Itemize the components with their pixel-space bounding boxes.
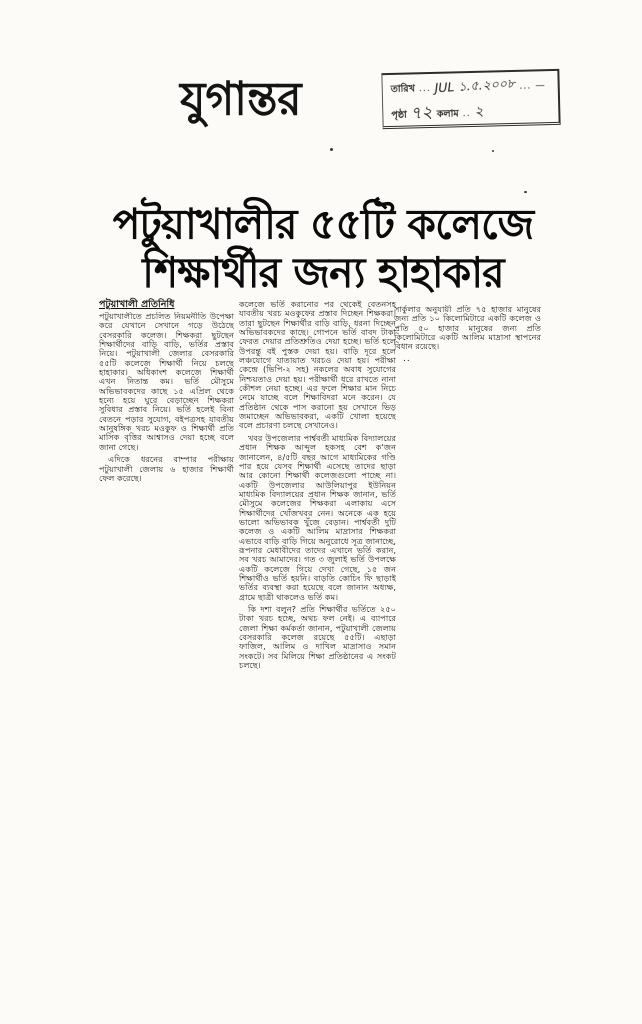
stamp-page-label: পৃষ্ঠা (391, 109, 407, 121)
article-column-3 (394, 305, 541, 377)
headline-line-2: শিক্ষার্থীর জন্য হাহাকার (142, 247, 504, 298)
article-paragraph: সার্কুলার অনুযায়ী প্রতি ৭৫ হাজার মানুষের জন্য প্রতি ১০ কিলোমিটারে একটি কলেজ ও প্রতি ৫০ হাজার মানুষের জন্য প্রতি কিলোমিটারে একটি আলিম মাদ্রাসা স্থাপনের বিধান রয়েছে। (394, 305, 541, 352)
date-stamp-box (381, 69, 560, 129)
article-column-2 (239, 300, 396, 768)
stamp-date-label: তারিখ (390, 83, 415, 95)
scan-speck (524, 191, 527, 193)
article-paragraph: এদিকে ধরনের বাম্পার পরীক্ষায় পটুয়াখালী জেলায় ৬ হাজার শিক্ষার্থী ফেল করেছে। (99, 454, 234, 483)
stamp-page-value: ৭২ (409, 102, 434, 125)
stamp-column-value: ২ (473, 103, 485, 121)
article-paragraph: কি দশা বলুন? প্রতি শিক্ষার্থীর ভর্তিতে ২৫০ টাকা খরচ হচ্ছে, অথচ ফল নেই। এ ব্যাপারে জেলা শিক্ষা কর্মকর্তা জানান, পটুয়াখালী জেলায় বেসরকারি কলেজ রয়েছে ৫৫টি। এছাড়া ফাজিল, আলিম ও দাখিল মাদ্রাসাও সমান সংকটে। সব মিলিয়ে শিক্ষা প্রতিষ্ঠানের এ সংকট চলছে। (239, 604, 396, 671)
article-paragraph: খবর উপজেলার পার্শ্ববর্তী মাধ্যমিক বিদ্যালয়ের প্রধান শিক্ষক আব্দুল হকসহ বেশ ক'জন জানালেন, ৪/৫টি বছর আগে মাধ্যমিকের গণ্ডি পার হয়ে যেসব শিক্ষার্থী এসেছে তাদের ছাড়া আর কোনো শিক্ষার্থী কলেজগুলো পাচ্ছে না। একটি উপজেলার আউলিয়াপুর ইউনিয়ন মাধ্যমিক বিদ্যালয়ের প্রধান শিক্ষক জানান, ভর্তি মৌসুমে কলেজের শিক্ষকরা এলাকায় এসে শিক্ষার্থীদের খোঁজখবর নেন। অনেকে এক হয়ে ভালো অভিভাবক খুঁজে বেড়ান। পার্শ্ববর্তী দুটি কলেজ ও একটি আলিম মাদ্রাসার শিক্ষকরা এভাবে বাড়ি বাড়ি গিয়ে অনুরোধে সূত্র জানাচ্ছে, রূপনার মেধাবীদের তাদের এখানে ভর্তি করান, সব খরচ আমাদের। গত ৩ জুলাই ভর্তি উপলক্ষে একটি কলেজে গিয়ে দেখা গেছে, ১৫ জন শিক্ষার্থীও ভর্তি হয়নি। বাড়তি কোচিং ফি ছাড়াই ভর্তির ব্যবস্থা করা হয়েছে বলে জানান অধ্যক্ষ, গ্রামে ছাত্রী থাকলেও ভর্তি কম। (239, 432, 396, 602)
article-headline (90, 201, 556, 298)
article-byline: পটুয়াখালী প্রতিনিধি (99, 299, 175, 310)
stamp-page-row (391, 96, 554, 128)
stamp-date-trail: ... — (519, 80, 547, 92)
headline-line-1: পটুয়াখালীর ৫৫টি কলেজে (112, 199, 534, 249)
stamp-date-dots: ... (418, 82, 432, 95)
stamp-column-label: কলাম (436, 108, 459, 120)
article-column-1 (99, 312, 234, 484)
scan-speck (330, 148, 333, 151)
scan-speck (492, 150, 494, 152)
stamp-column-dots: .. (462, 108, 471, 120)
article-end-mark: .. (403, 353, 411, 364)
stamp-date-value: JUL ১.৫.২০০৮ (434, 75, 516, 96)
article-paragraph: কলেজে ভর্তি করানোর পর থেকেই বেতনসহ যাবতীয় খরচ মওকুফের প্রস্তাব দিচ্ছেন শিক্ষকরা। তারা ছুটছেন শিক্ষার্থীর বাড়ি বাড়ি, ধরনা দিচ্ছেন অভিভাবকদের কাছে। গোপনে ভর্তি বাবদ টাকা ফেরত দেয়ার প্রতিশ্রুতিও দেয়া হচ্ছে। ভর্তি হলে উপরন্তু বই পুস্তক দেয়া হয়। বাড়ি দূরে হলে লঞ্চযোগে যাতায়াত খরচও দেয়া হয়। পরীক্ষা কেন্দ্রে (ভিপি-২ সহ) নকলের অবাধ সুযোগের নিশ্চয়তাও দেয়া হয়। পরীক্ষার্থী ধরে রাখতে নানা কৌশল নেয়া হচ্ছে। এর ফলে শিক্ষার মান নিচে নেমে যাচ্ছে বলে শিক্ষাবিদরা মনে করেন। যে প্রতিষ্ঠান থেকে পাস করানো হয় সেখানে ভিড় জমাচ্ছেন অভিভাবকরা, একটি খোলা হয়েছে বলে প্রচারণা চলছে সেখানেও। (239, 300, 396, 431)
article-paragraph: পটুয়াখালীতে প্রচলিত নিয়মনীতি উপেক্ষা করে যেখানে সেখানে গড়ে উঠেছে বেসরকারি কলেজ। শিক্ষকরা ছুটছেন শিক্ষার্থীদের বাড়ি বাড়ি, ভর্তির প্রস্তাব নিয়ে। পটুয়াখালী জেলার বেসরকারি ৫৫টি কলেজে শিক্ষার্থী নিয়ে চলছে হাহাকার। অধিকাংশ কলেজে শিক্ষার্থী এখন নিতান্ত কম। ভর্তি মৌসুমে অভিভাবকদের কাছে ১৫ এপ্রিল থেকে হন্যে হয়ে ঘুরে বেড়াচ্ছেন শিক্ষকরা সুবিধার প্রস্তাব নিয়ে। ভর্তি হলেই বিনা বেতনে পড়ার সুযোগ, বইপত্রসহ যাবতীয় আনুষঙ্গিক খরচ মওকুফ ও শিক্ষার্থী প্রতি মাসিক বৃত্তির আশ্বাসও দেয়া হচ্ছে বলে জানা গেছে। (99, 312, 234, 452)
newspaper-masthead: যুগান্তর (180, 72, 302, 126)
